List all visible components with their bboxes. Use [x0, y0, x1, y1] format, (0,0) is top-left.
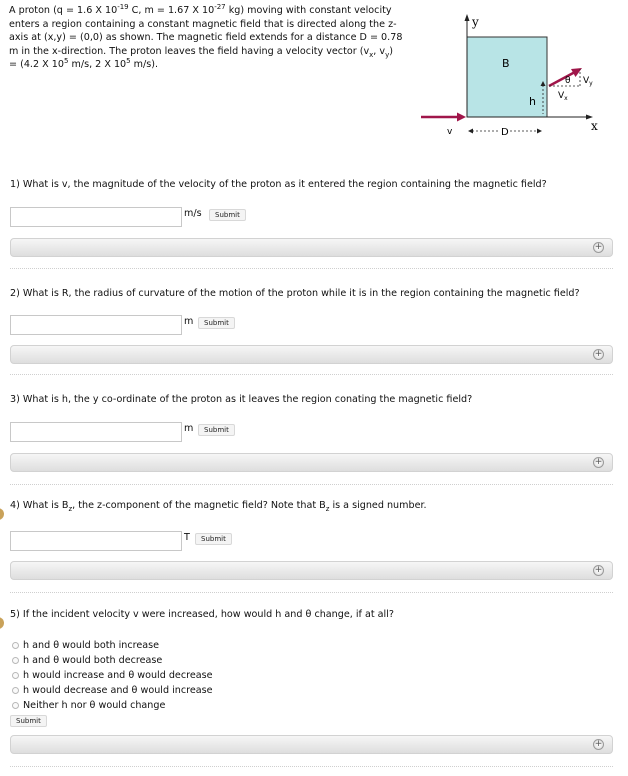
- vy-label: $V_y$: [583, 76, 593, 87]
- option-4[interactable]: h would decrease and θ would increase: [10, 683, 213, 698]
- question-1-hint-bar[interactable]: [10, 238, 613, 257]
- question-3-submit-button[interactable]: Submit: [198, 424, 235, 436]
- radio-button[interactable]: [12, 657, 19, 664]
- question-3-hint-bar[interactable]: [10, 453, 613, 472]
- question-4-text: 4) What is $B_z$, the z-component of the magnetic field? Note that $B_z$ is a signed number.: [10, 500, 427, 513]
- question-4-unit: T: [184, 532, 190, 543]
- problem-statement: [9, 4, 414, 72]
- incoming-velocity-arrowhead: [457, 113, 466, 122]
- question-2-input[interactable]: [10, 315, 182, 335]
- side-marker: [0, 617, 4, 629]
- expand-plus-icon[interactable]: +: [594, 457, 603, 467]
- question-3-input[interactable]: [10, 422, 182, 442]
- divider: [10, 374, 613, 375]
- x-axis-label: x: [591, 119, 598, 133]
- y-axis-arrowhead: [465, 14, 470, 21]
- distance-arrow-right: [537, 129, 542, 134]
- distance-arrow-left: [468, 129, 473, 134]
- expand-plus-icon[interactable]: +: [594, 349, 603, 359]
- divider: [10, 592, 613, 593]
- question-1-text: 1) What is v, the magnitude of the velocity of the proton as it entered the region containing the magnetic field?: [10, 179, 547, 190]
- question-4-submit-button[interactable]: Submit: [195, 533, 232, 545]
- radio-button[interactable]: [12, 672, 19, 679]
- question-5-hint-bar[interactable]: [10, 735, 613, 754]
- expand-plus-icon[interactable]: +: [594, 242, 603, 252]
- question-1-input[interactable]: [10, 207, 182, 227]
- y-axis-label: y: [472, 15, 479, 29]
- question-1-submit-button[interactable]: Submit: [209, 209, 246, 221]
- distance-label: D: [501, 127, 509, 135]
- question-5-options: [10, 638, 213, 713]
- problem-line-3: axis at (x,y) = (0,0) as shown. The magnetic field extends for a distance D = 0.78: [9, 32, 403, 44]
- radio-button[interactable]: [12, 687, 19, 694]
- expand-plus-icon[interactable]: +: [594, 739, 603, 749]
- problem-line-5: = (4.2 X $10^5$ m/s, 2 X $10^5$ m/s).: [9, 57, 159, 71]
- question-2-submit-button[interactable]: Submit: [198, 317, 235, 329]
- theta-label: θ: [565, 76, 571, 86]
- option-1[interactable]: h and θ would both increase: [10, 638, 213, 653]
- height-label: h: [529, 95, 536, 108]
- question-1-unit: m/s: [184, 208, 202, 219]
- problem-line-1: A proton (q = 1.6 X $10^{-19}$ C, m = 1.67 X $10^{-27}$ kg) moving with constant velocity: [9, 2, 392, 16]
- divider: [10, 268, 613, 269]
- question-3-text: 3) What is h, the y co-ordinate of the proton as it leaves the region conating the magnetic field?: [10, 394, 473, 405]
- question-3-unit: m: [184, 423, 194, 434]
- question-4-input[interactable]: [10, 531, 182, 551]
- question-5-text: 5) If the incident velocity v were increased, how would h and θ change, if at all?: [10, 609, 394, 620]
- radio-button[interactable]: [12, 702, 19, 709]
- exit-velocity-arrow: [549, 72, 575, 86]
- physics-diagram: [415, 10, 615, 135]
- problem-line-2: enters a region containing a constant magnetic field that is directed along the z-: [9, 18, 397, 30]
- vx-label: $V_x$: [558, 91, 568, 102]
- radio-button[interactable]: [12, 642, 19, 649]
- question-2-text: 2) What is R, the radius of curvature of the motion of the proton while it is in the region containing the magnetic field?: [10, 288, 580, 299]
- question-5-submit-button[interactable]: Submit: [10, 715, 47, 727]
- divider: [10, 484, 613, 485]
- option-3[interactable]: h would increase and θ would decrease: [10, 668, 213, 683]
- problem-line-4: m in the x-direction. The proton leaves the field having a velocity vector ($v_x$, $v_y$): [9, 45, 393, 59]
- side-marker: [0, 508, 4, 520]
- velocity-label: v: [447, 127, 453, 135]
- option-5[interactable]: Neither h nor θ would change: [10, 698, 213, 713]
- field-label: B: [502, 57, 510, 70]
- question-2-hint-bar[interactable]: [10, 345, 613, 364]
- option-2[interactable]: h and θ would both decrease: [10, 653, 213, 668]
- divider: [10, 766, 613, 767]
- question-4-hint-bar[interactable]: [10, 561, 613, 580]
- expand-plus-icon[interactable]: +: [594, 565, 603, 575]
- question-2-unit: m: [184, 316, 194, 327]
